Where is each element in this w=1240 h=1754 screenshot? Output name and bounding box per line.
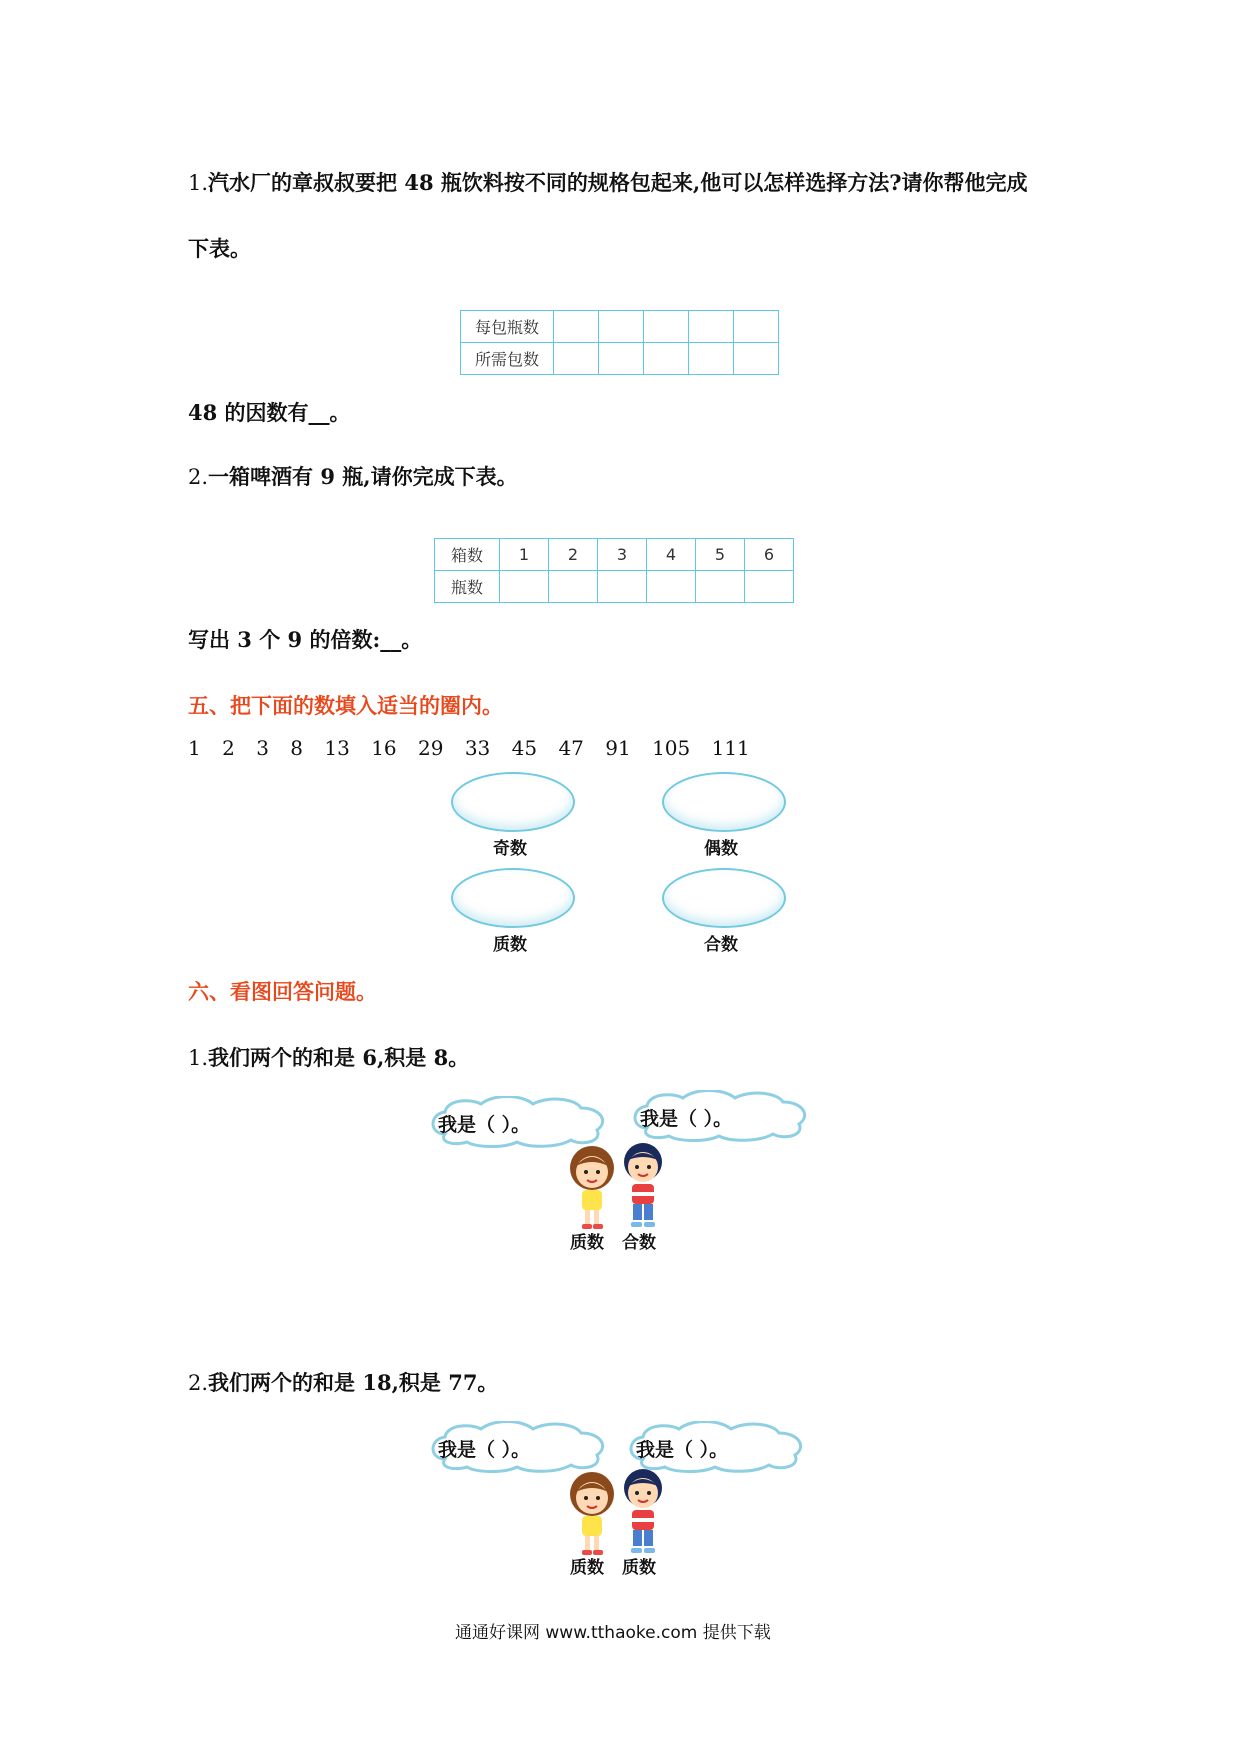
girl-label: 质数 bbox=[570, 1558, 604, 1578]
number-item: 105 bbox=[652, 736, 691, 760]
p1-number: 1. bbox=[188, 1046, 209, 1070]
q2-blank: 写出 3 个 9 的倍数:__。 bbox=[188, 627, 423, 652]
p1-body: 我们两个的和是 6,积是 8。 bbox=[208, 1045, 470, 1070]
table2-col: 5 bbox=[696, 539, 745, 571]
p1-text bbox=[188, 1042, 469, 1072]
composite-numbers-circle[interactable] bbox=[662, 868, 786, 928]
number-item: 13 bbox=[324, 736, 350, 760]
number-item: 2 bbox=[222, 736, 235, 760]
boy-character-illustration bbox=[614, 1136, 672, 1232]
section5-title: 五、把下面的数填入适当的圈内。 bbox=[188, 693, 503, 718]
boy-character-illustration bbox=[614, 1462, 672, 1558]
number-item: 29 bbox=[418, 736, 444, 760]
odd-numbers-label: 奇数 bbox=[493, 839, 527, 859]
table2-cell[interactable] bbox=[647, 571, 696, 603]
section6-title: 六、看图回答问题。 bbox=[188, 979, 377, 1004]
q1-line1: 汽水厂的章叔叔要把 48 瓶饮料按不同的规格包起来,他可以怎样选择方法?请你帮他完成 bbox=[208, 170, 1028, 195]
p2-text bbox=[188, 1367, 498, 1397]
table2-col: 6 bbox=[745, 539, 794, 571]
table2-col: 3 bbox=[598, 539, 647, 571]
p2-body: 我们两个的和是 18,积是 77。 bbox=[208, 1370, 499, 1395]
number-item: 45 bbox=[511, 736, 538, 760]
bubble-right-text: 我是（ ）。 bbox=[640, 1108, 733, 1130]
even-numbers-label: 偶数 bbox=[704, 839, 738, 859]
boy-label: 质数 bbox=[622, 1558, 656, 1578]
table1-cell[interactable] bbox=[599, 343, 644, 375]
table2-cell[interactable] bbox=[598, 571, 647, 603]
q2-text bbox=[188, 461, 518, 491]
number-item: 3 bbox=[256, 736, 269, 760]
table2-cell[interactable] bbox=[549, 571, 598, 603]
table1-cell[interactable] bbox=[599, 311, 644, 343]
footer-text: 通通好课网 www.tthaoke.com 提供下载 bbox=[455, 1623, 771, 1643]
table1-cell[interactable] bbox=[554, 311, 599, 343]
table2-row2-label: 瓶数 bbox=[435, 571, 500, 603]
number-item: 33 bbox=[464, 736, 491, 760]
number-item: 47 bbox=[558, 736, 584, 760]
table2-col: 4 bbox=[647, 539, 696, 571]
number-item: 111 bbox=[711, 736, 750, 760]
table2-cell[interactable] bbox=[696, 571, 745, 603]
girl-label: 质数 bbox=[570, 1233, 604, 1253]
number-item: 8 bbox=[290, 736, 304, 760]
even-numbers-circle[interactable] bbox=[662, 772, 786, 832]
table1-cell[interactable] bbox=[689, 311, 734, 343]
composite-numbers-label: 合数 bbox=[704, 935, 738, 955]
table1-row1-label: 每包瓶数 bbox=[461, 311, 554, 343]
bubble-left-text: 我是（ ）。 bbox=[438, 1114, 531, 1136]
table1-cell[interactable] bbox=[554, 343, 599, 375]
beer-boxes-table bbox=[434, 538, 794, 603]
table1-cell[interactable] bbox=[734, 343, 779, 375]
table2-cell[interactable] bbox=[745, 571, 794, 603]
p2-number: 2. bbox=[188, 1371, 209, 1395]
girl-character-illustration bbox=[562, 1140, 622, 1232]
prime-numbers-circle[interactable] bbox=[451, 868, 575, 928]
number-item: 16 bbox=[371, 736, 397, 760]
odd-numbers-circle[interactable] bbox=[451, 772, 575, 832]
q1-blank: 48 的因数有__。 bbox=[188, 400, 351, 425]
number-item: 91 bbox=[605, 736, 631, 760]
q1-number: 1. bbox=[188, 171, 209, 195]
bottles-per-pack-table bbox=[460, 310, 779, 375]
q2-body: 一箱啤酒有 9 瓶,请你完成下表。 bbox=[208, 464, 518, 489]
table2-col: 1 bbox=[500, 539, 549, 571]
q1-text-line2: 下表。 bbox=[188, 236, 251, 261]
bubble-right-text: 我是（ ）。 bbox=[636, 1439, 729, 1461]
bubble-left-text: 我是（ ）。 bbox=[438, 1439, 531, 1461]
table1-cell[interactable] bbox=[644, 311, 689, 343]
table1-cell[interactable] bbox=[689, 343, 734, 375]
table2-row1-label: 箱数 bbox=[435, 539, 500, 571]
table2-col: 2 bbox=[549, 539, 598, 571]
number-list bbox=[188, 736, 765, 760]
table1-row2-label: 所需包数 bbox=[461, 343, 554, 375]
table1-cell[interactable] bbox=[734, 311, 779, 343]
table2-cell[interactable] bbox=[500, 571, 549, 603]
table1-cell[interactable] bbox=[644, 343, 689, 375]
number-item: 1 bbox=[188, 736, 201, 760]
boy-label: 合数 bbox=[622, 1233, 656, 1253]
prime-numbers-label: 质数 bbox=[493, 935, 527, 955]
q1-text-line1 bbox=[188, 167, 1028, 197]
girl-character-illustration bbox=[562, 1466, 622, 1558]
q2-number: 2. bbox=[188, 465, 209, 489]
